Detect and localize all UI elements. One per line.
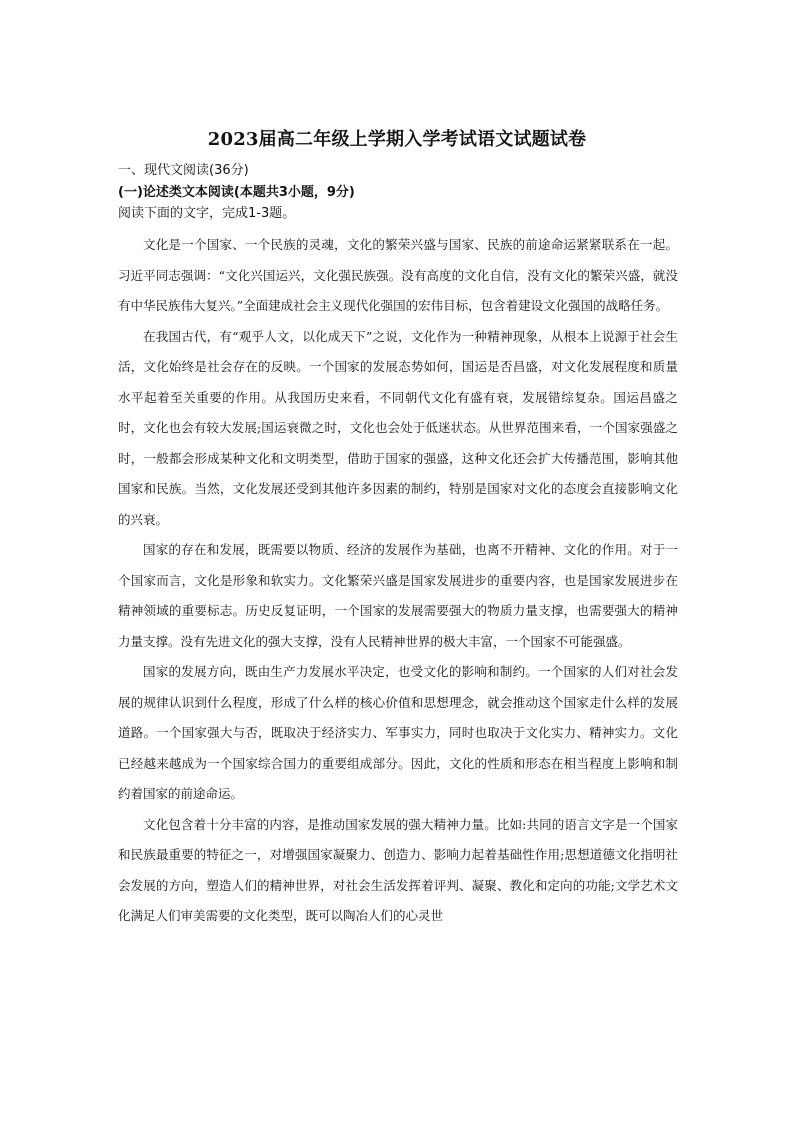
passage-paragraph-3: 国家的存在和发展，既需要以物质、经济的发展作为基础，也离不开精神、文化的作用。对于一个国家而言，文化是形象和软实力。文化繁荣兴盛是国家发展进步的重要内容，也是国家发展进步在精神领域的重要标志。历史反复证明，一个国家的发展需要强大的物质力量支撑，也需要强大的精神力量支撑。没有先进文化的强大支撑，没有人民精神世界的极大丰富，一个国家不可能强盛。 (118, 542, 678, 649)
reading-instruction: 阅读下面的文字，完成1-3题。 (118, 206, 296, 221)
subsection-heading: (一)论述类文本阅读(本题共3小题，9分) (118, 185, 355, 200)
passage-paragraph-4: 国家的发展方向，既由生产力发展水平决定，也受文化的影响和制约。一个国家的人们对社会发展的规律认识到什么程度，形成了什么样的核心价值和思想理念，就会推动这个国家走什么样的发展道路。一个国家强大与否，既取决于经济实力、军事实力，同时也取决于文化实力、精神实力。文化已经越来越成为一个国家综合国力的重要组成部分。因此，文化的性质和形态在相当程度上影响和制约着国家的前途命运。 (118, 664, 678, 801)
passage-paragraph-5: 文化包含着十分丰富的内容，是推动国家发展的强大精神力量。比如:共同的语言文字是一个国家和民族最重要的特征之一，对增强国家凝聚力、创造力、影响力起着基础性作用;思想道德文化指明社会发展的方向，塑造人们的精神世界，对社会生活发挥着评判、凝聚、教化和定向的功能;文学艺术文化满足人们审美需要的文化类型，既可以陶冶人们的心灵世 (118, 816, 678, 923)
passage-paragraph-1: 文化是一个国家、一个民族的灵魂，文化的繁荣兴盛与国家、民族的前途命运紧紧联系在一起。习近平同志强调：“文化兴国运兴，文化强民族强。没有高度的文化自信，没有文化的繁荣兴盛，就没有中华民族伟大复兴。”全面建成社会主义现代化强国的宏伟目标，包含着建设文化强国的战略任务。 (118, 237, 678, 313)
reading-passage (118, 230, 678, 932)
exam-title: 2023届高二年级上学期入学考试语文试题试卷 (207, 129, 587, 150)
section-heading: 一、现代文阅读(36分) (118, 163, 249, 178)
passage-paragraph-2: 在我国古代，有“观乎人文，以化成天下”之说，文化作为一种精神现象，从根本上说源于社会生活，文化始终是社会存在的反映。一个国家的发展态势如何，国运是否昌盛，对文化发展程度和质量水平起着至关重要的作用。从我国历史来看，不同朝代文化有盛有衰，发展错综复杂。国运昌盛之时，文化也会有较大发展;国运衰微之时，文化也会处于低迷状态。从世界范围来看，一个国家强盛之时，一般都会形成某种文化和文明类型，借助于国家的强盛，这种文化还会扩大传播范围，影响其他国家和民族。当然，文化发展还受到其他许多因素的制约，特别是国家对文化的态度会直接影响文化的兴衰。 (118, 328, 678, 527)
